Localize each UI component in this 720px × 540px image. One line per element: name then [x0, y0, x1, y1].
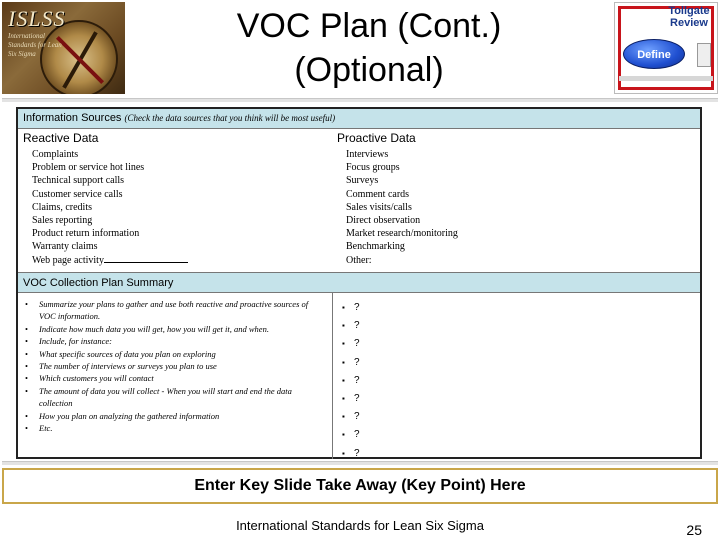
placeholder-text[interactable]: ?: [354, 392, 360, 404]
footer-divider: [2, 461, 718, 465]
instruction-item: • Which customers you will contact: [23, 372, 323, 384]
reactive-item[interactable]: Technical support calls: [32, 175, 125, 187]
information-sources-note: (Check the data sources that you think will be most useful): [124, 113, 336, 123]
voc-collection-summary-header: VOC Collection Plan Summary: [18, 272, 700, 293]
voc-plan-table: [16, 107, 702, 459]
write-in-line[interactable]: [104, 254, 188, 263]
proactive-item[interactable]: Focus groups: [346, 162, 400, 174]
square-bullet-icon: ▪: [342, 303, 345, 312]
instruction-item: • The amount of data you will collect - When you will start and end the data collection: [23, 385, 323, 410]
instruction-item: • Etc.: [23, 422, 323, 434]
placeholder-text[interactable]: ?: [354, 411, 360, 423]
logo-subtitle: International Standards for Lean Six Sigma: [8, 32, 62, 58]
placeholder-item[interactable]: [338, 354, 360, 372]
placeholder-item[interactable]: [338, 317, 360, 335]
proactive-item[interactable]: Interviews: [346, 149, 389, 160]
square-bullet-icon: ▪: [342, 412, 345, 422]
proactive-item[interactable]: Comment cards: [346, 188, 410, 200]
tollgate-badge: [614, 2, 718, 94]
reactive-item[interactable]: Problem or service hot lines: [32, 162, 145, 174]
proactive-item[interactable]: Benchmarking: [346, 241, 405, 253]
placeholder-text[interactable]: ?: [354, 429, 360, 441]
placeholder-item[interactable]: [338, 408, 360, 426]
placeholder-text[interactable]: ?: [354, 356, 360, 368]
reactive-item: Web page activity: [32, 254, 104, 266]
reactive-item[interactable]: Sales reporting: [32, 215, 93, 227]
reactive-item[interactable]: Claims, credits: [32, 201, 92, 213]
define-phase-bubble: Define: [623, 39, 685, 69]
placeholder-item[interactable]: [338, 335, 360, 353]
placeholder-text[interactable]: ?: [354, 447, 360, 459]
footer-text: International Standards for Lean Six Sigma: [236, 518, 484, 533]
logo-title: ISLSS: [8, 6, 66, 31]
summary-column-divider: [332, 293, 333, 459]
instruction-item: • Indicate how much data you will get, how you will get it, and when.: [23, 323, 323, 335]
placeholder-item[interactable]: [338, 426, 360, 444]
placeholder-text[interactable]: ?: [354, 374, 360, 386]
proactive-data-heading: Proactive Data: [337, 131, 416, 145]
placeholder-item[interactable]: [338, 372, 360, 390]
proactive-data-list: [346, 148, 458, 267]
summary-instructions-list: [23, 298, 323, 434]
header-divider: [2, 98, 718, 102]
reactive-item[interactable]: Warranty claims: [32, 241, 98, 253]
square-bullet-icon: ▪: [342, 357, 345, 367]
instruction-item: • What specific sources of data you plan on exploring: [23, 348, 323, 360]
square-bullet-icon: ▪: [342, 375, 345, 385]
proactive-item[interactable]: Other:: [346, 254, 372, 266]
reactive-item[interactable]: Customer service calls: [32, 188, 123, 200]
instruction-item: • How you plan on analyzing the gathered information: [23, 410, 323, 422]
placeholder-item[interactable]: [338, 299, 360, 317]
tollgate-label-line1: Tollgate: [668, 5, 710, 17]
reactive-data-list: [32, 148, 188, 267]
square-bullet-icon: ▪: [342, 448, 345, 458]
information-sources-title: Information Sources: [23, 112, 122, 124]
tollgate-label: [665, 5, 713, 29]
square-bullet-icon: ▪: [342, 321, 345, 331]
square-bullet-icon: ▪: [342, 339, 345, 349]
summary-placeholder-list: [338, 299, 360, 463]
placeholder-item[interactable]: [338, 390, 360, 408]
square-bullet-icon: ▪: [342, 393, 345, 403]
tollgate-label-line2: Review: [670, 17, 708, 29]
slide-title: [130, 2, 608, 94]
instruction-item: • The number of interviews or surveys you plan to use: [23, 360, 323, 372]
placeholder-text[interactable]: ?: [354, 302, 360, 313]
square-bullet-icon: ▪: [342, 430, 345, 440]
reactive-item-web[interactable]: [32, 254, 188, 267]
slide-title-line2: (Optional): [294, 51, 444, 89]
reactive-data-heading: Reactive Data: [23, 131, 99, 145]
instruction-item: • Summarize your plans to gather and use both reactive and proactive sources of VOC information.: [23, 298, 323, 323]
key-takeaway-box[interactable]: Enter Key Slide Take Away (Key Point) Here: [2, 468, 718, 504]
placeholder-text[interactable]: ?: [354, 338, 360, 350]
slide-title-line1: VOC Plan (Cont.): [236, 7, 502, 45]
proactive-item[interactable]: Market research/monitoring: [346, 228, 458, 240]
proactive-item[interactable]: Surveys: [346, 175, 379, 187]
reactive-item[interactable]: Complaints: [32, 149, 79, 160]
tollgate-tab-icon: [697, 43, 711, 67]
information-sources-header: [18, 109, 700, 129]
tollgate-bar: [619, 76, 713, 81]
page-number: 25: [686, 522, 702, 538]
instruction-item: • Include, for instance:: [23, 335, 323, 347]
reactive-item[interactable]: Product return information: [32, 228, 140, 240]
proactive-item[interactable]: Sales visits/calls: [346, 201, 412, 213]
islss-logo: [2, 2, 125, 94]
proactive-item[interactable]: Direct observation: [346, 215, 421, 227]
placeholder-text[interactable]: ?: [354, 320, 360, 332]
placeholder-item[interactable]: [338, 445, 360, 463]
